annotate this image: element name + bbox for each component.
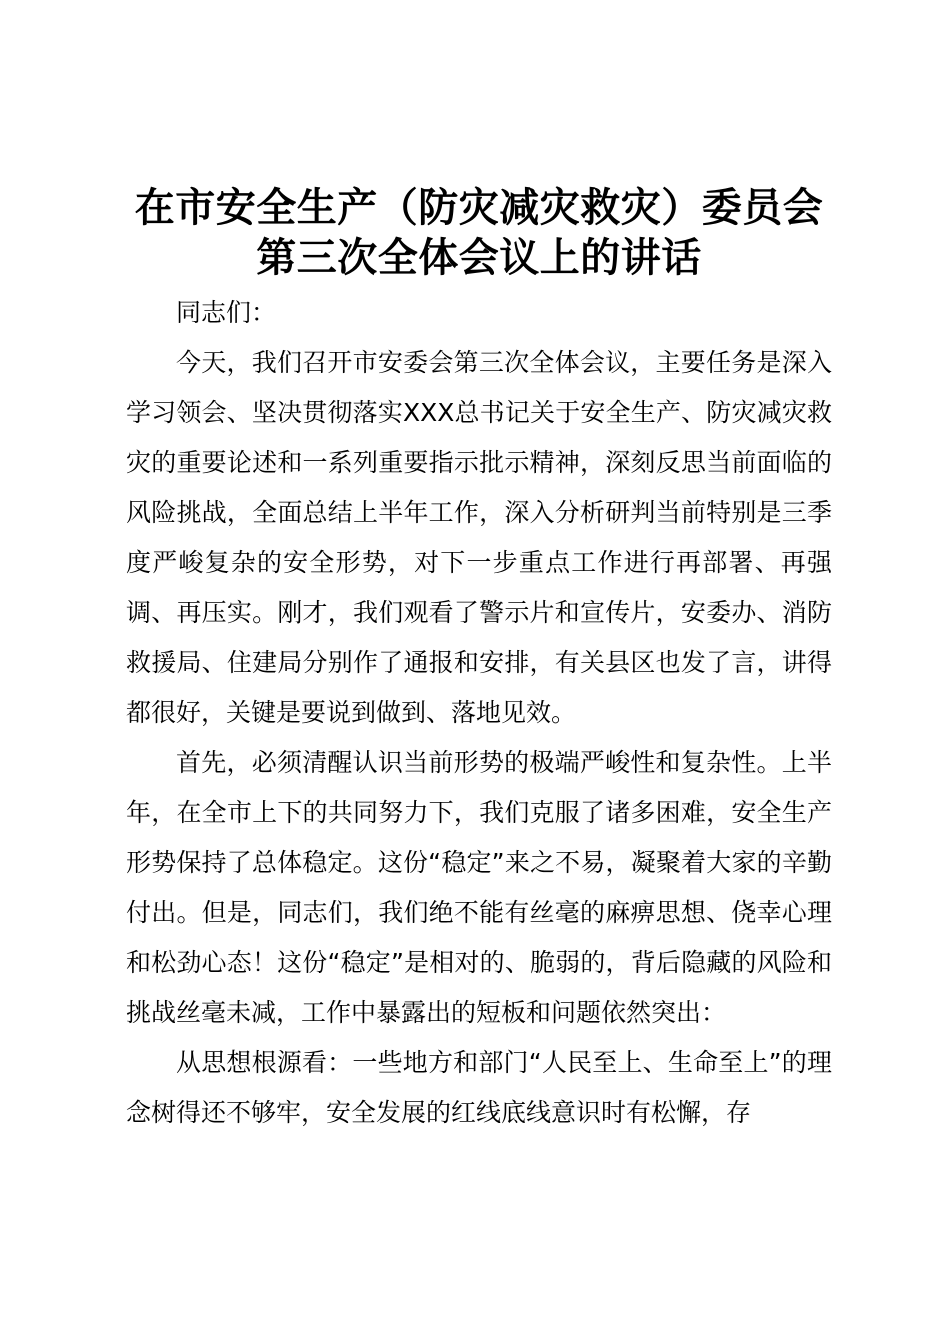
title-line-2: 第三次全体会议上的讲话	[256, 235, 702, 281]
salutation: 同志们：	[176, 298, 277, 327]
paragraph: 今天，我们召开市安委会第三次全体会议，主要任务是深入学习领会、坚决贯彻落实XXX总书记关于安全生产、防灾减灾救灾的重要论述和一系列重要指示批示精神，深刻反思当前面临的风险挑战，全面总结上半年工作，深入分析研判当前特别是三季度严峻复杂的安全形势，对下一步重点工作进行再部署、再强调、再压实。刚才，我们观看了警示片和宣传片，安委办、消防救援局、住建局分别作了通报和安排，有关县区也发了言，讲得都很好，关键是要说到做到、落地见效。	[126, 348, 832, 727]
title-line-1: 在市安全生产（防灾减灾救灾）委员会	[134, 185, 824, 231]
document-title	[126, 183, 832, 283]
document-body	[126, 288, 832, 1138]
paragraph: 从思想根源看：一些地方和部门“人民至上、生命至上”的理念树得还不够牢，安全发展的红线底线意识时有松懈，存	[126, 1048, 832, 1127]
paragraph: 首先，必须清醒认识当前形势的极端严峻性和复杂性。上半年，在全市上下的共同努力下，我们克服了诸多困难，安全生产形势保持了总体稳定。这份“稳定”来之不易，凝聚着大家的辛勤付出。但是，同志们，我们绝不能有丝毫的麻痹思想、侥幸心理和松劲心态！这份“稳定”是相对的、脆弱的，背后隐藏的风险和挑战丝毫未减，工作中暴露出的短板和问题依然突出：	[126, 748, 832, 1027]
